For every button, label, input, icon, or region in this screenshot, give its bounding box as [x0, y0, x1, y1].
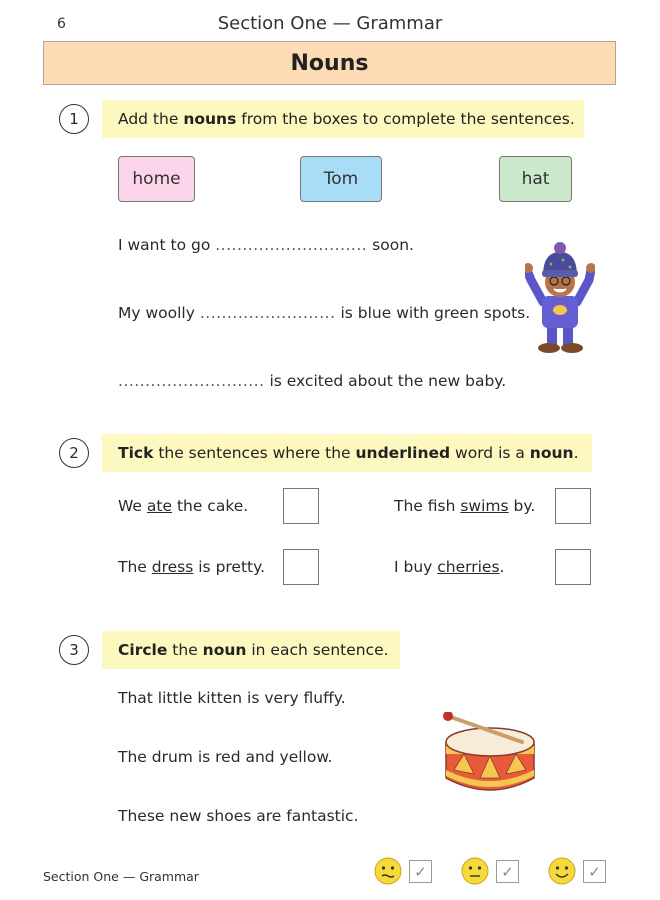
self-check-box-3[interactable]: ✓	[583, 860, 606, 883]
q2-sentence-3: The dress is pretty.	[118, 558, 266, 576]
question-3-instruction: Circle the noun in each sentence.	[102, 631, 400, 669]
question-2-number: 2	[59, 438, 89, 468]
answer-blank[interactable]: ............................	[215, 236, 368, 254]
tick-box-1[interactable]	[283, 488, 319, 524]
question-1-instruction: Add the nouns from the boxes to complete the sentences.	[102, 100, 584, 138]
q2-sentence-1: We ate the cake.	[118, 497, 249, 515]
word-box-home: home	[118, 156, 195, 202]
boy-illustration	[525, 240, 595, 358]
answer-blank[interactable]: .........................	[199, 304, 336, 322]
q1-sentence-3: ........................... is excited about the new baby.	[118, 372, 507, 390]
q3-sentence-1[interactable]: That little kitten is very fluffy.	[118, 689, 346, 707]
q3-sentence-3[interactable]: These new shoes are fantastic.	[118, 807, 359, 825]
title-bar	[43, 41, 616, 85]
question-2-instruction: Tick the sentences where the underlined word is a noun .	[102, 434, 592, 472]
tick-box-4[interactable]	[555, 549, 591, 585]
word-box-hat: hat	[499, 156, 572, 202]
question-3-number: 3	[59, 635, 89, 665]
tick-box-2[interactable]	[555, 488, 591, 524]
answer-blank[interactable]: ...........................	[118, 372, 265, 390]
question-1-number: 1	[59, 104, 89, 134]
happy-face-icon	[548, 857, 576, 885]
footer-section-label: Section One — Grammar	[43, 869, 199, 884]
q1-sentence-2: My woolly ......................... is blue with green spots.	[118, 304, 531, 322]
q2-sentence-2: The fish swims by.	[394, 497, 536, 515]
tick-box-3[interactable]	[283, 549, 319, 585]
confused-face-icon	[374, 857, 402, 885]
q2-sentence-4: I buy cherries.	[394, 558, 505, 576]
drum-illustration	[440, 712, 540, 802]
q3-sentence-2[interactable]: The drum is red and yellow.	[118, 748, 333, 766]
self-check-box-2[interactable]: ✓	[496, 860, 519, 883]
page-title: Nouns	[290, 50, 369, 76]
word-box-tom: Tom	[300, 156, 382, 202]
self-check-box-1[interactable]: ✓	[409, 860, 432, 883]
neutral-face-icon	[461, 857, 489, 885]
header-section-title: Section One — Grammar	[217, 13, 443, 34]
q1-sentence-1: I want to go ............................ soon.	[118, 236, 414, 254]
page-number: 6	[57, 16, 66, 32]
